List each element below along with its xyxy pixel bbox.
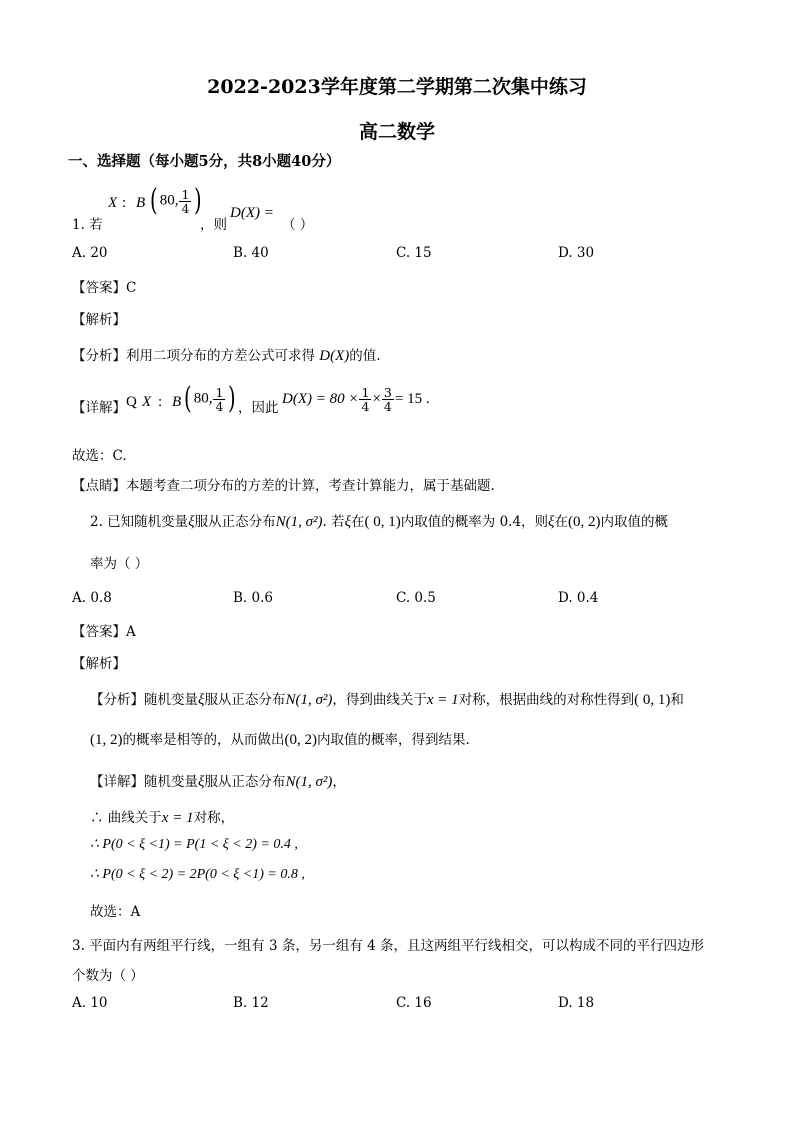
- q2-analysis-label: 【解析】: [72, 656, 126, 672]
- q2-step-1: ∴ 曲线关于x = 1对称，: [90, 810, 235, 826]
- q2-step-3: ∴ P(0 < ξ < 2) = 2P(0 < ξ <1) = 0.8 ,: [90, 867, 305, 882]
- q1-target: D(X) =: [230, 205, 274, 221]
- q1-answer: 【答案】C: [72, 280, 137, 296]
- q2-option-d: D. 0.4: [558, 590, 599, 606]
- q1-dianjing: 【点睛】本题考查二项分布的方差的计算，考查计算能力，属于基础题.: [72, 478, 495, 494]
- q2-option-b: B. 0.6: [233, 590, 273, 606]
- q3-option-b: B. 12: [233, 995, 269, 1011]
- question-3-stem: 3. 平面内有两组平行线，一组有 3 条，另一组有 4 条，且这两组平行线相交，可以构成不同的平行四边形: [72, 938, 705, 954]
- q1-blank: （ ）: [282, 217, 314, 233]
- q1-option-c: C. 15: [396, 245, 432, 261]
- question-2-stem: 2. 已知随机变量ξ服从正态分布N(1, σ²). 若ξ在( 0, 1)内取值的概率为 0.4，则ξ在(0, 2)内取值的概: [90, 514, 668, 530]
- q2-step-2: ∴ P(0 < ξ <1) = P(1 < ξ < 2) = 0.4 ,: [90, 837, 298, 852]
- question-2-stem-line2: 率为（ ）: [90, 556, 149, 572]
- page-title: 2022-2023学年度第二学期第二次集中练习: [207, 76, 587, 98]
- q1-fenxi: 【分析】利用二项分布的方差公式可求得 D(X)的值.: [72, 348, 381, 364]
- q1-var: X: [108, 195, 118, 211]
- q2-answer: 【答案】A: [72, 624, 136, 640]
- q1-number: 1. 若: [72, 217, 103, 233]
- q1-computation: D(X) = 80 × $\frac{1}{4}$ × $\frac{3}{4}$ = 15 .: [282, 385, 430, 414]
- q1-option-a: A. 20: [72, 245, 108, 261]
- q2-fenxi: 【分析】随机变量ξ服从正态分布N(1, σ²)，得到曲线关于x = 1对称，根据曲线的对称性得到( 0, 1)和: [90, 692, 684, 708]
- q2-detail: 【详解】随机变量ξ服从正态分布N(1, σ²)，: [90, 774, 346, 790]
- q2-option-c: C. 0.5: [396, 590, 436, 606]
- q1-option-b: B. 40: [233, 245, 269, 261]
- q2-fenxi-line2: (1, 2)的概率是相等的，从而做出(0, 2)内取值的概率，得到结果.: [90, 732, 470, 748]
- q2-option-a: A. 0.8: [72, 590, 112, 606]
- q1-choose: 故选：C.: [72, 448, 127, 464]
- q2-choose: 故选：A: [90, 904, 141, 920]
- q1-fraction: $\frac{1}{4}$: [181, 186, 190, 216]
- q1-dist: B: [136, 195, 146, 211]
- q1-analysis-label: 【解析】: [72, 312, 126, 328]
- q1-option-d: D. 30: [558, 245, 595, 261]
- q1-params: ( 80, $\frac{1}{4}$ ): [150, 183, 203, 218]
- page-subtitle: 高二数学: [358, 121, 435, 143]
- q1-then: ，则: [200, 217, 227, 233]
- question-3-stem-line2: 个数为（ ）: [72, 968, 144, 984]
- q3-option-c: C. 16: [396, 995, 432, 1011]
- q3-option-d: D. 18: [558, 995, 595, 1011]
- section-heading: 一、选择题（每小题5分，共8小题40分）: [68, 153, 341, 170]
- q1-colon: :: [122, 195, 127, 211]
- q3-option-a: A. 10: [72, 995, 108, 1011]
